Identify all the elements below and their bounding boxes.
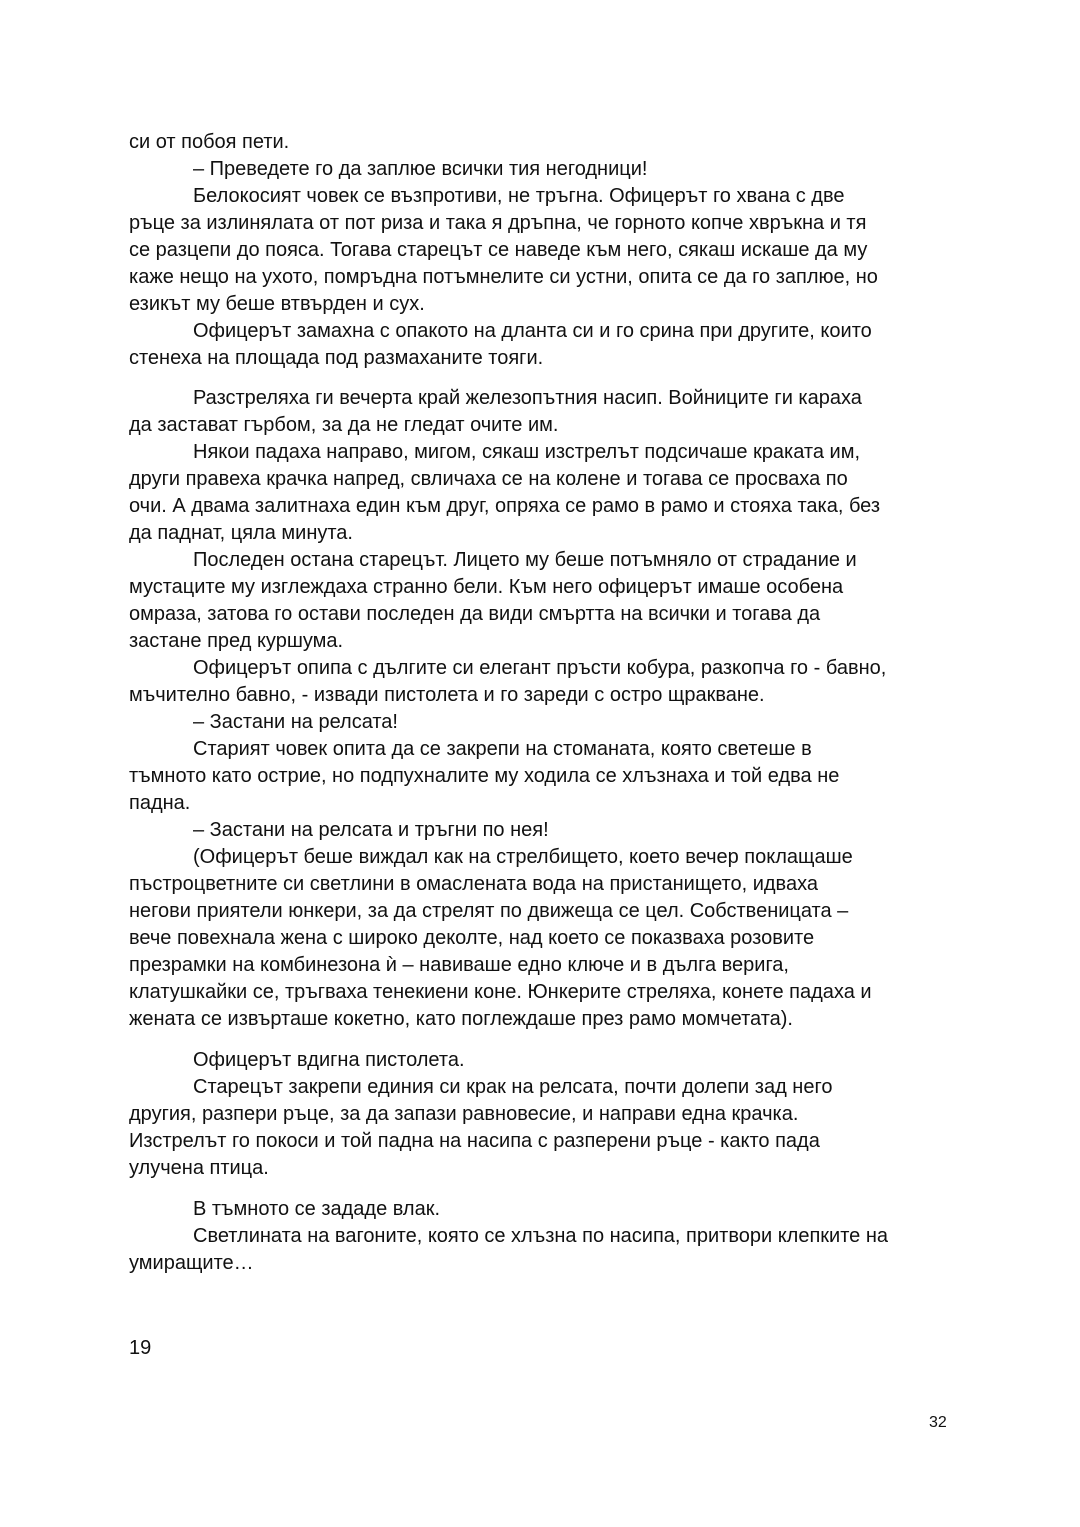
paragraph-line: си от побоя пети. bbox=[129, 131, 290, 153]
paragraph-line: ръце за излинялата от пот риза и така я дръпна, че горното копче хвръкна и тя bbox=[129, 212, 867, 234]
paragraph-line: езикът му беше втвърден и сух. bbox=[129, 293, 425, 315]
paragraph-line: каже нещо на ухото, помръдна потъмнелите си устни, опита се да го заплюе, но bbox=[129, 266, 878, 288]
text-block-4 bbox=[129, 1196, 961, 1277]
paragraph-line: (Офицерът беше виждал как на стрелбището, което вечер поклащаше bbox=[193, 846, 853, 868]
paragraph-line: Офицерът опипа с дългите си елегант пръсти кобура, разкопча го - бавно, bbox=[193, 657, 887, 679]
paragraph-line: застане пред куршума. bbox=[129, 630, 344, 652]
paragraph-line: Офицерът вдигна пистолета. bbox=[193, 1049, 465, 1071]
paragraph-line: Изстрелът го покоси и той падна на насипа с разперени ръце - както пада bbox=[129, 1130, 820, 1152]
paragraph-line: другия, разпери ръце, за да запази равновесие, и направи една крачка. bbox=[129, 1103, 799, 1125]
paragraph-line: Старият човек опита да се закрепи на стоманата, която светеше в bbox=[193, 738, 812, 760]
paragraph-line: Светлината на вагоните, която се хлъзна по насипа, притвори клепките на bbox=[193, 1225, 888, 1247]
paragraph-line: умиращите… bbox=[129, 1252, 254, 1274]
paragraph-line: вече повехнала жена с широко деколте, над което се показваха розовите bbox=[129, 927, 815, 949]
paragraph-line: омраза, затова го остави последен да види смъртта на всички и тогава да bbox=[129, 603, 821, 625]
paragraph-line: – Застани на релсата и тръгни по нея! bbox=[193, 819, 549, 841]
paragraph-line: да застават гърбом, за да не гледат очите им. bbox=[129, 414, 559, 436]
paragraph-line: да паднат, цяла минута. bbox=[129, 522, 353, 544]
paragraph-line: пъстроцветните си светлини в омаслената вода на пристанището, идваха bbox=[129, 873, 818, 895]
text-block-2 bbox=[129, 385, 961, 1033]
section-page-number: 19 bbox=[129, 1337, 152, 1359]
paragraph-line: Последен остана старецът. Лицето му беше потъмняло от страдание и bbox=[193, 549, 857, 571]
text-block-1 bbox=[129, 129, 961, 372]
paragraph-line: – Застани на релсата! bbox=[193, 711, 398, 733]
paragraph-line: негови приятели юнкери, за да стрелят по движеща се цел. Собственицата – bbox=[129, 900, 849, 922]
paragraph-line: В тъмното се зададе влак. bbox=[193, 1198, 441, 1220]
paragraph-line: Разстреляха ги вечерта край железопътния насип. Войниците ги караха bbox=[193, 387, 862, 409]
paragraph-line: стенеха на площада под размаханите тояги. bbox=[129, 347, 544, 369]
paragraph-line: клатушкайки се, тръгваха тенекиени коне. Юнкерите стреляха, конете падаха и bbox=[129, 981, 872, 1003]
paragraph-line: Офицерът замахна с опакото на дланта си и го срина при другите, които bbox=[193, 320, 872, 342]
paragraph-line: – Преведете го да заплюе всички тия негодници! bbox=[193, 158, 648, 180]
paragraph-line: Някои падаха направо, мигом, сякаш изстрелът подсичаше краката им, bbox=[193, 441, 861, 463]
paragraph-line: Белокосият човек се възпротиви, не тръгна. Офицерът го хвана с две bbox=[193, 185, 845, 207]
paragraph-line: жената се извърташе кокетно, като поглеждаше през рамо момчетата). bbox=[129, 1008, 793, 1030]
paragraph-line: очи. А двама залитнаха един към друг, опряха се рамо в рамо и стояха така, без bbox=[129, 495, 881, 517]
paragraph-line: улучена птица. bbox=[129, 1157, 269, 1179]
paragraph-line: тъмното като острие, но подпухналите му ходила се хлъзнаха и той едва не bbox=[129, 765, 840, 787]
paragraph-line: презрамки на комбинезона ѝ – навиваше едно ключе и в дълга верига, bbox=[129, 954, 789, 976]
text-block-3 bbox=[129, 1047, 961, 1182]
paragraph-line: други правеха крачка напред, свличаха се на колене и тогава се просваха по bbox=[129, 468, 848, 490]
paragraph-line: падна. bbox=[129, 792, 191, 814]
folio-page-number: 32 bbox=[929, 1414, 947, 1431]
paragraph-line: мустаците му изглеждаха странно бели. Към него офицерът имаше особена bbox=[129, 576, 844, 598]
paragraph-line: се разцепи до пояса. Тогава старецът се наведе към него, сякаш искаше да му bbox=[129, 239, 868, 261]
paragraph-line: мъчително бавно, - извади пистолета и го зареди с остро щракване. bbox=[129, 684, 765, 706]
paragraph-line: Старецът закрепи единия си крак на релсата, почти долепи зад него bbox=[193, 1076, 833, 1098]
